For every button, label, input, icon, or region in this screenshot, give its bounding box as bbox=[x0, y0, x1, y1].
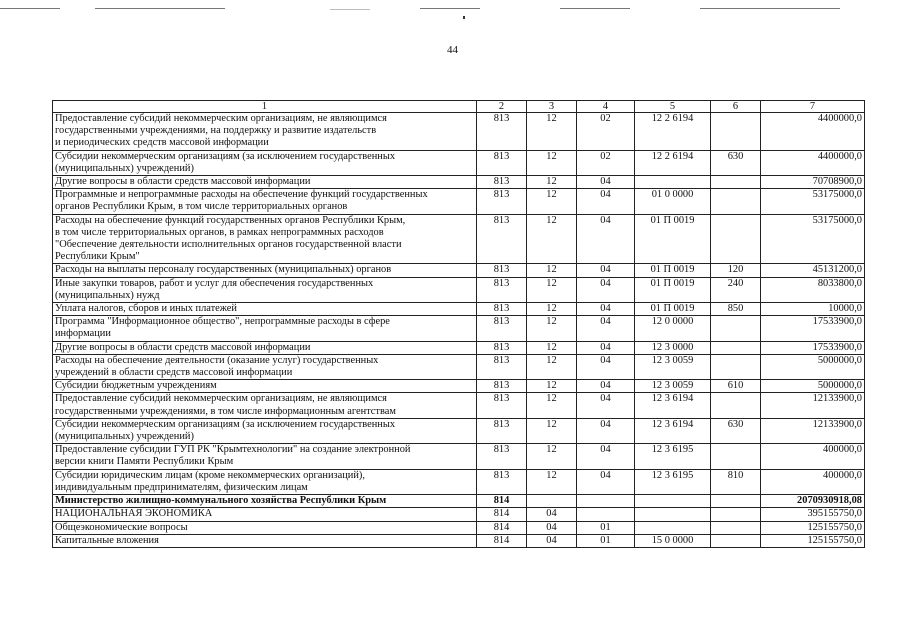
column-header: 6 bbox=[711, 101, 761, 113]
column-header: 7 bbox=[761, 101, 865, 113]
row-amount-cell: 17533900,0 bbox=[761, 316, 865, 341]
row-name-cell: Другие вопросы в области средств массовой информации bbox=[53, 176, 477, 189]
row-name-cell: Общеэкономические вопросы bbox=[53, 521, 477, 534]
row-amount-cell: 5000000,0 bbox=[761, 354, 865, 379]
row-target-cell: 12 3 0000 bbox=[635, 341, 711, 354]
row-subsection-cell: 02 bbox=[577, 113, 635, 151]
row-target-cell: 12 3 0059 bbox=[635, 354, 711, 379]
row-name-cell: Капитальные вложения bbox=[53, 534, 477, 547]
row-kind-cell bbox=[711, 214, 761, 264]
row-subsection-cell: 04 bbox=[577, 303, 635, 316]
row-amount-cell: 400000,0 bbox=[761, 469, 865, 494]
row-code-cell: 813 bbox=[477, 214, 527, 264]
row-name-cell: НАЦИОНАЛЬНАЯ ЭКОНОМИКА bbox=[53, 508, 477, 521]
table-row bbox=[53, 176, 865, 189]
row-code-cell: 814 bbox=[477, 521, 527, 534]
row-name-cell: Иные закупки товаров, работ и услуг для обеспечения государственных (муниципальных) нужд bbox=[53, 277, 477, 302]
row-name-cell: Программные и непрограммные расходы на обеспечение функций государственных органов Республики Крым, в том числе территориальных органов bbox=[53, 189, 477, 214]
row-subsection-cell: 04 bbox=[577, 341, 635, 354]
row-name-cell: Уплата налогов, сборов и иных платежей bbox=[53, 303, 477, 316]
row-subsection-cell: 01 bbox=[577, 521, 635, 534]
row-amount-cell: 17533900,0 bbox=[761, 341, 865, 354]
row-section-cell: 12 bbox=[527, 354, 577, 379]
row-name-cell: Расходы на обеспечение деятельности (оказание услуг) государственных учреждений в области средств массовой информации bbox=[53, 354, 477, 379]
row-amount-cell: 5000000,0 bbox=[761, 380, 865, 393]
row-section-cell bbox=[527, 495, 577, 508]
table-row bbox=[53, 303, 865, 316]
row-subsection-cell: 04 bbox=[577, 418, 635, 443]
row-subsection-cell: 04 bbox=[577, 469, 635, 494]
row-target-cell: 12 2 6194 bbox=[635, 150, 711, 175]
row-target-cell: 12 3 6194 bbox=[635, 393, 711, 418]
row-kind-cell bbox=[711, 316, 761, 341]
row-kind-cell bbox=[711, 508, 761, 521]
row-amount-cell: 10000,0 bbox=[761, 303, 865, 316]
scan-artifact-line bbox=[0, 8, 60, 9]
row-code-cell: 813 bbox=[477, 341, 527, 354]
row-code-cell: 813 bbox=[477, 316, 527, 341]
scan-artifact-line bbox=[700, 8, 840, 9]
table-row bbox=[53, 380, 865, 393]
column-header: 1 bbox=[53, 101, 477, 113]
row-code-cell: 814 bbox=[477, 534, 527, 547]
table-row bbox=[53, 469, 865, 494]
row-amount-cell: 125155750,0 bbox=[761, 521, 865, 534]
row-kind-cell: 850 bbox=[711, 303, 761, 316]
table-row bbox=[53, 495, 865, 508]
row-kind-cell bbox=[711, 393, 761, 418]
row-code-cell: 813 bbox=[477, 380, 527, 393]
row-code-cell: 813 bbox=[477, 303, 527, 316]
row-target-cell: 12 3 6194 bbox=[635, 418, 711, 443]
table-row bbox=[53, 508, 865, 521]
row-amount-cell: 125155750,0 bbox=[761, 534, 865, 547]
table-row bbox=[53, 264, 865, 277]
row-section-cell: 04 bbox=[527, 521, 577, 534]
row-code-cell: 813 bbox=[477, 277, 527, 302]
row-code-cell: 813 bbox=[477, 150, 527, 175]
row-target-cell: 01 П 0019 bbox=[635, 214, 711, 264]
row-subsection-cell: 04 bbox=[577, 189, 635, 214]
row-kind-cell: 810 bbox=[711, 469, 761, 494]
row-subsection-cell: 04 bbox=[577, 176, 635, 189]
row-name-cell: Другие вопросы в области средств массовой информации bbox=[53, 341, 477, 354]
row-kind-cell bbox=[711, 534, 761, 547]
row-section-cell: 12 bbox=[527, 444, 577, 469]
row-subsection-cell: 04 bbox=[577, 380, 635, 393]
row-target-cell bbox=[635, 521, 711, 534]
header-row bbox=[53, 101, 865, 113]
row-amount-cell: 4400000,0 bbox=[761, 113, 865, 151]
scan-artifact-line bbox=[420, 8, 480, 9]
row-name-cell: Предоставление субсидии ГУП РК "Крымтехнологии" на создание электронной версии книги Памяти Республики Крым bbox=[53, 444, 477, 469]
scan-artifact-line bbox=[560, 8, 630, 9]
table-row bbox=[53, 113, 865, 151]
table-row bbox=[53, 418, 865, 443]
row-section-cell: 12 bbox=[527, 176, 577, 189]
row-code-cell: 813 bbox=[477, 393, 527, 418]
table-row bbox=[53, 277, 865, 302]
row-subsection-cell bbox=[577, 495, 635, 508]
row-target-cell: 12 3 0059 bbox=[635, 380, 711, 393]
row-kind-cell bbox=[711, 176, 761, 189]
table-row bbox=[53, 316, 865, 341]
table-row bbox=[53, 521, 865, 534]
row-amount-cell: 12133900,0 bbox=[761, 393, 865, 418]
row-amount-cell: 12133900,0 bbox=[761, 418, 865, 443]
table-row bbox=[53, 150, 865, 175]
column-header: 4 bbox=[577, 101, 635, 113]
row-section-cell: 12 bbox=[527, 393, 577, 418]
row-name-cell: Субсидии некоммерческим организациям (за исключением государственных (муниципальных) учреждений) bbox=[53, 150, 477, 175]
row-subsection-cell: 04 bbox=[577, 277, 635, 302]
row-kind-cell bbox=[711, 495, 761, 508]
row-section-cell: 12 bbox=[527, 418, 577, 443]
row-section-cell: 12 bbox=[527, 277, 577, 302]
row-section-cell: 12 bbox=[527, 150, 577, 175]
row-amount-cell: 45131200,0 bbox=[761, 264, 865, 277]
row-code-cell: 814 bbox=[477, 508, 527, 521]
row-amount-cell: 8033800,0 bbox=[761, 277, 865, 302]
row-code-cell: 813 bbox=[477, 469, 527, 494]
row-subsection-cell: 01 bbox=[577, 534, 635, 547]
row-code-cell: 813 bbox=[477, 189, 527, 214]
table-row bbox=[53, 534, 865, 547]
table-body bbox=[53, 113, 865, 548]
table-row bbox=[53, 393, 865, 418]
row-subsection-cell: 04 bbox=[577, 393, 635, 418]
row-subsection-cell bbox=[577, 508, 635, 521]
scan-artifact-line bbox=[95, 8, 225, 9]
row-kind-cell bbox=[711, 113, 761, 151]
budget-table bbox=[52, 100, 865, 548]
table-row bbox=[53, 341, 865, 354]
row-target-cell: 15 0 0000 bbox=[635, 534, 711, 547]
row-code-cell: 813 bbox=[477, 113, 527, 151]
row-section-cell: 12 bbox=[527, 316, 577, 341]
row-subsection-cell: 04 bbox=[577, 214, 635, 264]
row-section-cell: 12 bbox=[527, 214, 577, 264]
row-amount-cell: 2070930918,08 bbox=[761, 495, 865, 508]
row-section-cell: 12 bbox=[527, 303, 577, 316]
row-kind-cell bbox=[711, 444, 761, 469]
row-target-cell bbox=[635, 176, 711, 189]
row-name-cell: Министерство жилищно-коммунального хозяйства Республики Крым bbox=[53, 495, 477, 508]
row-name-cell: Предоставление субсидий некоммерческим организациям, не являющимся государственными учреждениями, на поддержку и развитие издательств и периодических средств массовой информации bbox=[53, 113, 477, 151]
row-code-cell: 813 bbox=[477, 176, 527, 189]
row-amount-cell: 4400000,0 bbox=[761, 150, 865, 175]
row-target-cell: 01 П 0019 bbox=[635, 264, 711, 277]
column-header: 2 bbox=[477, 101, 527, 113]
row-section-cell: 04 bbox=[527, 508, 577, 521]
scan-artifact-line bbox=[330, 9, 370, 10]
row-section-cell: 12 bbox=[527, 341, 577, 354]
row-kind-cell: 120 bbox=[711, 264, 761, 277]
row-code-cell: 813 bbox=[477, 418, 527, 443]
row-amount-cell: 70708900,0 bbox=[761, 176, 865, 189]
row-target-cell: 12 2 6194 bbox=[635, 113, 711, 151]
row-section-cell: 12 bbox=[527, 264, 577, 277]
row-subsection-cell: 04 bbox=[577, 444, 635, 469]
row-target-cell: 01 0 0000 bbox=[635, 189, 711, 214]
table-row bbox=[53, 444, 865, 469]
row-name-cell: Предоставление субсидий некоммерческим организациям, не являющимся государственными учреждениями, в том числе информационным агентствам bbox=[53, 393, 477, 418]
row-name-cell: Программа "Информационное общество", непрограммные расходы в сфере информации bbox=[53, 316, 477, 341]
row-kind-cell: 240 bbox=[711, 277, 761, 302]
page-number: 44 bbox=[447, 44, 458, 56]
row-section-cell: 12 bbox=[527, 113, 577, 151]
row-kind-cell bbox=[711, 341, 761, 354]
row-target-cell: 12 3 6195 bbox=[635, 469, 711, 494]
table-row bbox=[53, 214, 865, 264]
row-kind-cell: 630 bbox=[711, 418, 761, 443]
row-section-cell: 04 bbox=[527, 534, 577, 547]
row-section-cell: 12 bbox=[527, 469, 577, 494]
row-target-cell bbox=[635, 495, 711, 508]
row-section-cell: 12 bbox=[527, 189, 577, 214]
row-name-cell: Субсидии бюджетным учреждениям bbox=[53, 380, 477, 393]
row-subsection-cell: 04 bbox=[577, 354, 635, 379]
row-subsection-cell: 02 bbox=[577, 150, 635, 175]
row-target-cell: 01 П 0019 bbox=[635, 303, 711, 316]
row-name-cell: Расходы на выплаты персоналу государственных (муниципальных) органов bbox=[53, 264, 477, 277]
row-amount-cell: 53175000,0 bbox=[761, 214, 865, 264]
row-target-cell: 12 3 6195 bbox=[635, 444, 711, 469]
table-row bbox=[53, 189, 865, 214]
row-amount-cell: 400000,0 bbox=[761, 444, 865, 469]
row-name-cell: Расходы на обеспечение функций государственных органов Республики Крым, в том числе территориальных органов, в рамках непрограммных расходов "Обеспечение деятельности исполнительных органов государственной власти Республики Крым" bbox=[53, 214, 477, 264]
row-kind-cell: 630 bbox=[711, 150, 761, 175]
row-kind-cell bbox=[711, 521, 761, 534]
row-kind-cell: 610 bbox=[711, 380, 761, 393]
row-kind-cell bbox=[711, 189, 761, 214]
table-row bbox=[53, 354, 865, 379]
row-amount-cell: 395155750,0 bbox=[761, 508, 865, 521]
row-subsection-cell: 04 bbox=[577, 316, 635, 341]
row-code-cell: 813 bbox=[477, 444, 527, 469]
row-target-cell: 01 П 0019 bbox=[635, 277, 711, 302]
scan-artifact-dot bbox=[463, 16, 465, 19]
column-header: 5 bbox=[635, 101, 711, 113]
row-code-cell: 814 bbox=[477, 495, 527, 508]
row-name-cell: Субсидии юридическим лицам (кроме некоммерческих организаций), индивидуальным предпринимателям, физическим лицам bbox=[53, 469, 477, 494]
row-kind-cell bbox=[711, 354, 761, 379]
column-header: 3 bbox=[527, 101, 577, 113]
row-amount-cell: 53175000,0 bbox=[761, 189, 865, 214]
row-code-cell: 813 bbox=[477, 354, 527, 379]
row-subsection-cell: 04 bbox=[577, 264, 635, 277]
row-target-cell bbox=[635, 508, 711, 521]
row-code-cell: 813 bbox=[477, 264, 527, 277]
row-name-cell: Субсидии некоммерческим организациям (за исключением государственных (муниципальных) учреждений) bbox=[53, 418, 477, 443]
row-target-cell: 12 0 0000 bbox=[635, 316, 711, 341]
row-section-cell: 12 bbox=[527, 380, 577, 393]
